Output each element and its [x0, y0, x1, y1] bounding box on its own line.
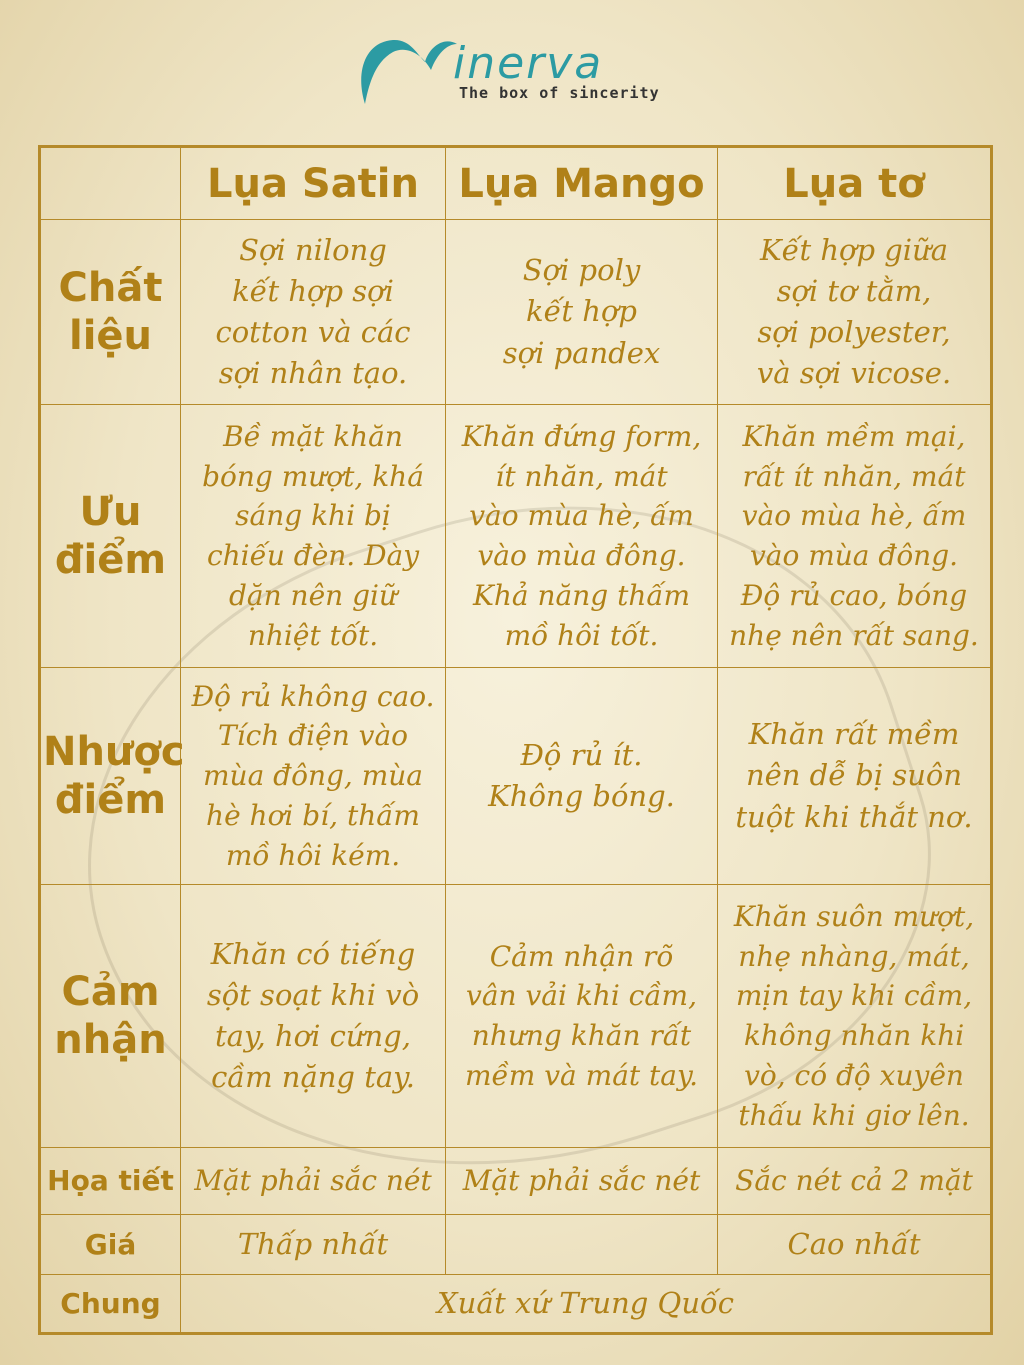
row-header-advantages: Ưu điểm [40, 405, 181, 668]
table-cell: Khăn đứng form, ít nhăn, mát vào mùa hè, ấm vào mùa đông. Khả năng thấm mồ hôi tốt. [446, 405, 718, 668]
table-cell: Khăn suôn mượt, nhẹ nhàng, mát, mịn tay khi cầm, không nhăn khi vò, có độ xuyên thấu khi giơ lên. [718, 885, 992, 1148]
row-header-price: Giá [40, 1215, 181, 1275]
table-cell: Mặt phải sắc nét [446, 1148, 718, 1215]
table-cell: Sợi poly kết hợp sợi pandex [446, 220, 718, 405]
table-row [40, 220, 992, 405]
column-header-silk: Lụa tơ [718, 147, 992, 220]
table-cell: Khăn có tiếng sột soạt khi vò tay, hơi cứng, cầm nặng tay. [181, 885, 446, 1148]
table-row [40, 668, 992, 885]
table-row [40, 1148, 992, 1215]
table-cell: Bề mặt khăn bóng mượt, khá sáng khi bị chiếu đèn. Dày dặn nên giữ nhiệt tốt. [181, 405, 446, 668]
logo-wordmark: inerva [453, 38, 604, 89]
corner-cell [40, 147, 181, 220]
table-cell: Sợi nilong kết hợp sợi cotton và các sợi nhân tạo. [181, 220, 446, 405]
table-cell [446, 1215, 718, 1275]
column-header-mango: Lụa Mango [446, 147, 718, 220]
table-cell: Độ rủ ít. Không bóng. [446, 668, 718, 885]
row-header-material: Chất liệu [40, 220, 181, 405]
table-row [40, 885, 992, 1148]
table-cell: Kết hợp giữa sợi tơ tằm, sợi polyester, và sợi vicose. [718, 220, 992, 405]
brand-logo [355, 22, 685, 110]
row-header-general: Chung [40, 1275, 181, 1334]
footer-row [40, 1275, 992, 1334]
table-cell: Khăn mềm mại, rất ít nhăn, mát vào mùa hè, ấm vào mùa đông. Độ rủ cao, bóng nhẹ nên rất sang. [718, 405, 992, 668]
table-cell: Sắc nét cả 2 mặt [718, 1148, 992, 1215]
heart-logo-icon [355, 22, 465, 110]
table-row [40, 1215, 992, 1275]
table-cell: Cao nhất [718, 1215, 992, 1275]
header-row [40, 147, 992, 220]
row-header-disadvantages: Nhược điểm [40, 668, 181, 885]
table-cell: Thấp nhất [181, 1215, 446, 1275]
comparison-table [38, 145, 993, 1335]
logo-tagline: The box of sincerity [459, 84, 660, 102]
row-header-pattern: Họa tiết [40, 1148, 181, 1215]
footer-cell-origin: Xuất xứ Trung Quốc [181, 1275, 992, 1334]
table-row [40, 405, 992, 668]
row-header-feel: Cảm nhận [40, 885, 181, 1148]
table-cell: Độ rủ không cao. Tích điện vào mùa đông, mùa hè hơi bí, thấm mồ hôi kém. [181, 668, 446, 885]
column-header-satin: Lụa Satin [181, 147, 446, 220]
table-cell: Mặt phải sắc nét [181, 1148, 446, 1215]
table-cell: Cảm nhận rõ vân vải khi cầm, nhưng khăn rất mềm và mát tay. [446, 885, 718, 1148]
table-cell: Khăn rất mềm nên dễ bị suôn tuột khi thắt nơ. [718, 668, 992, 885]
